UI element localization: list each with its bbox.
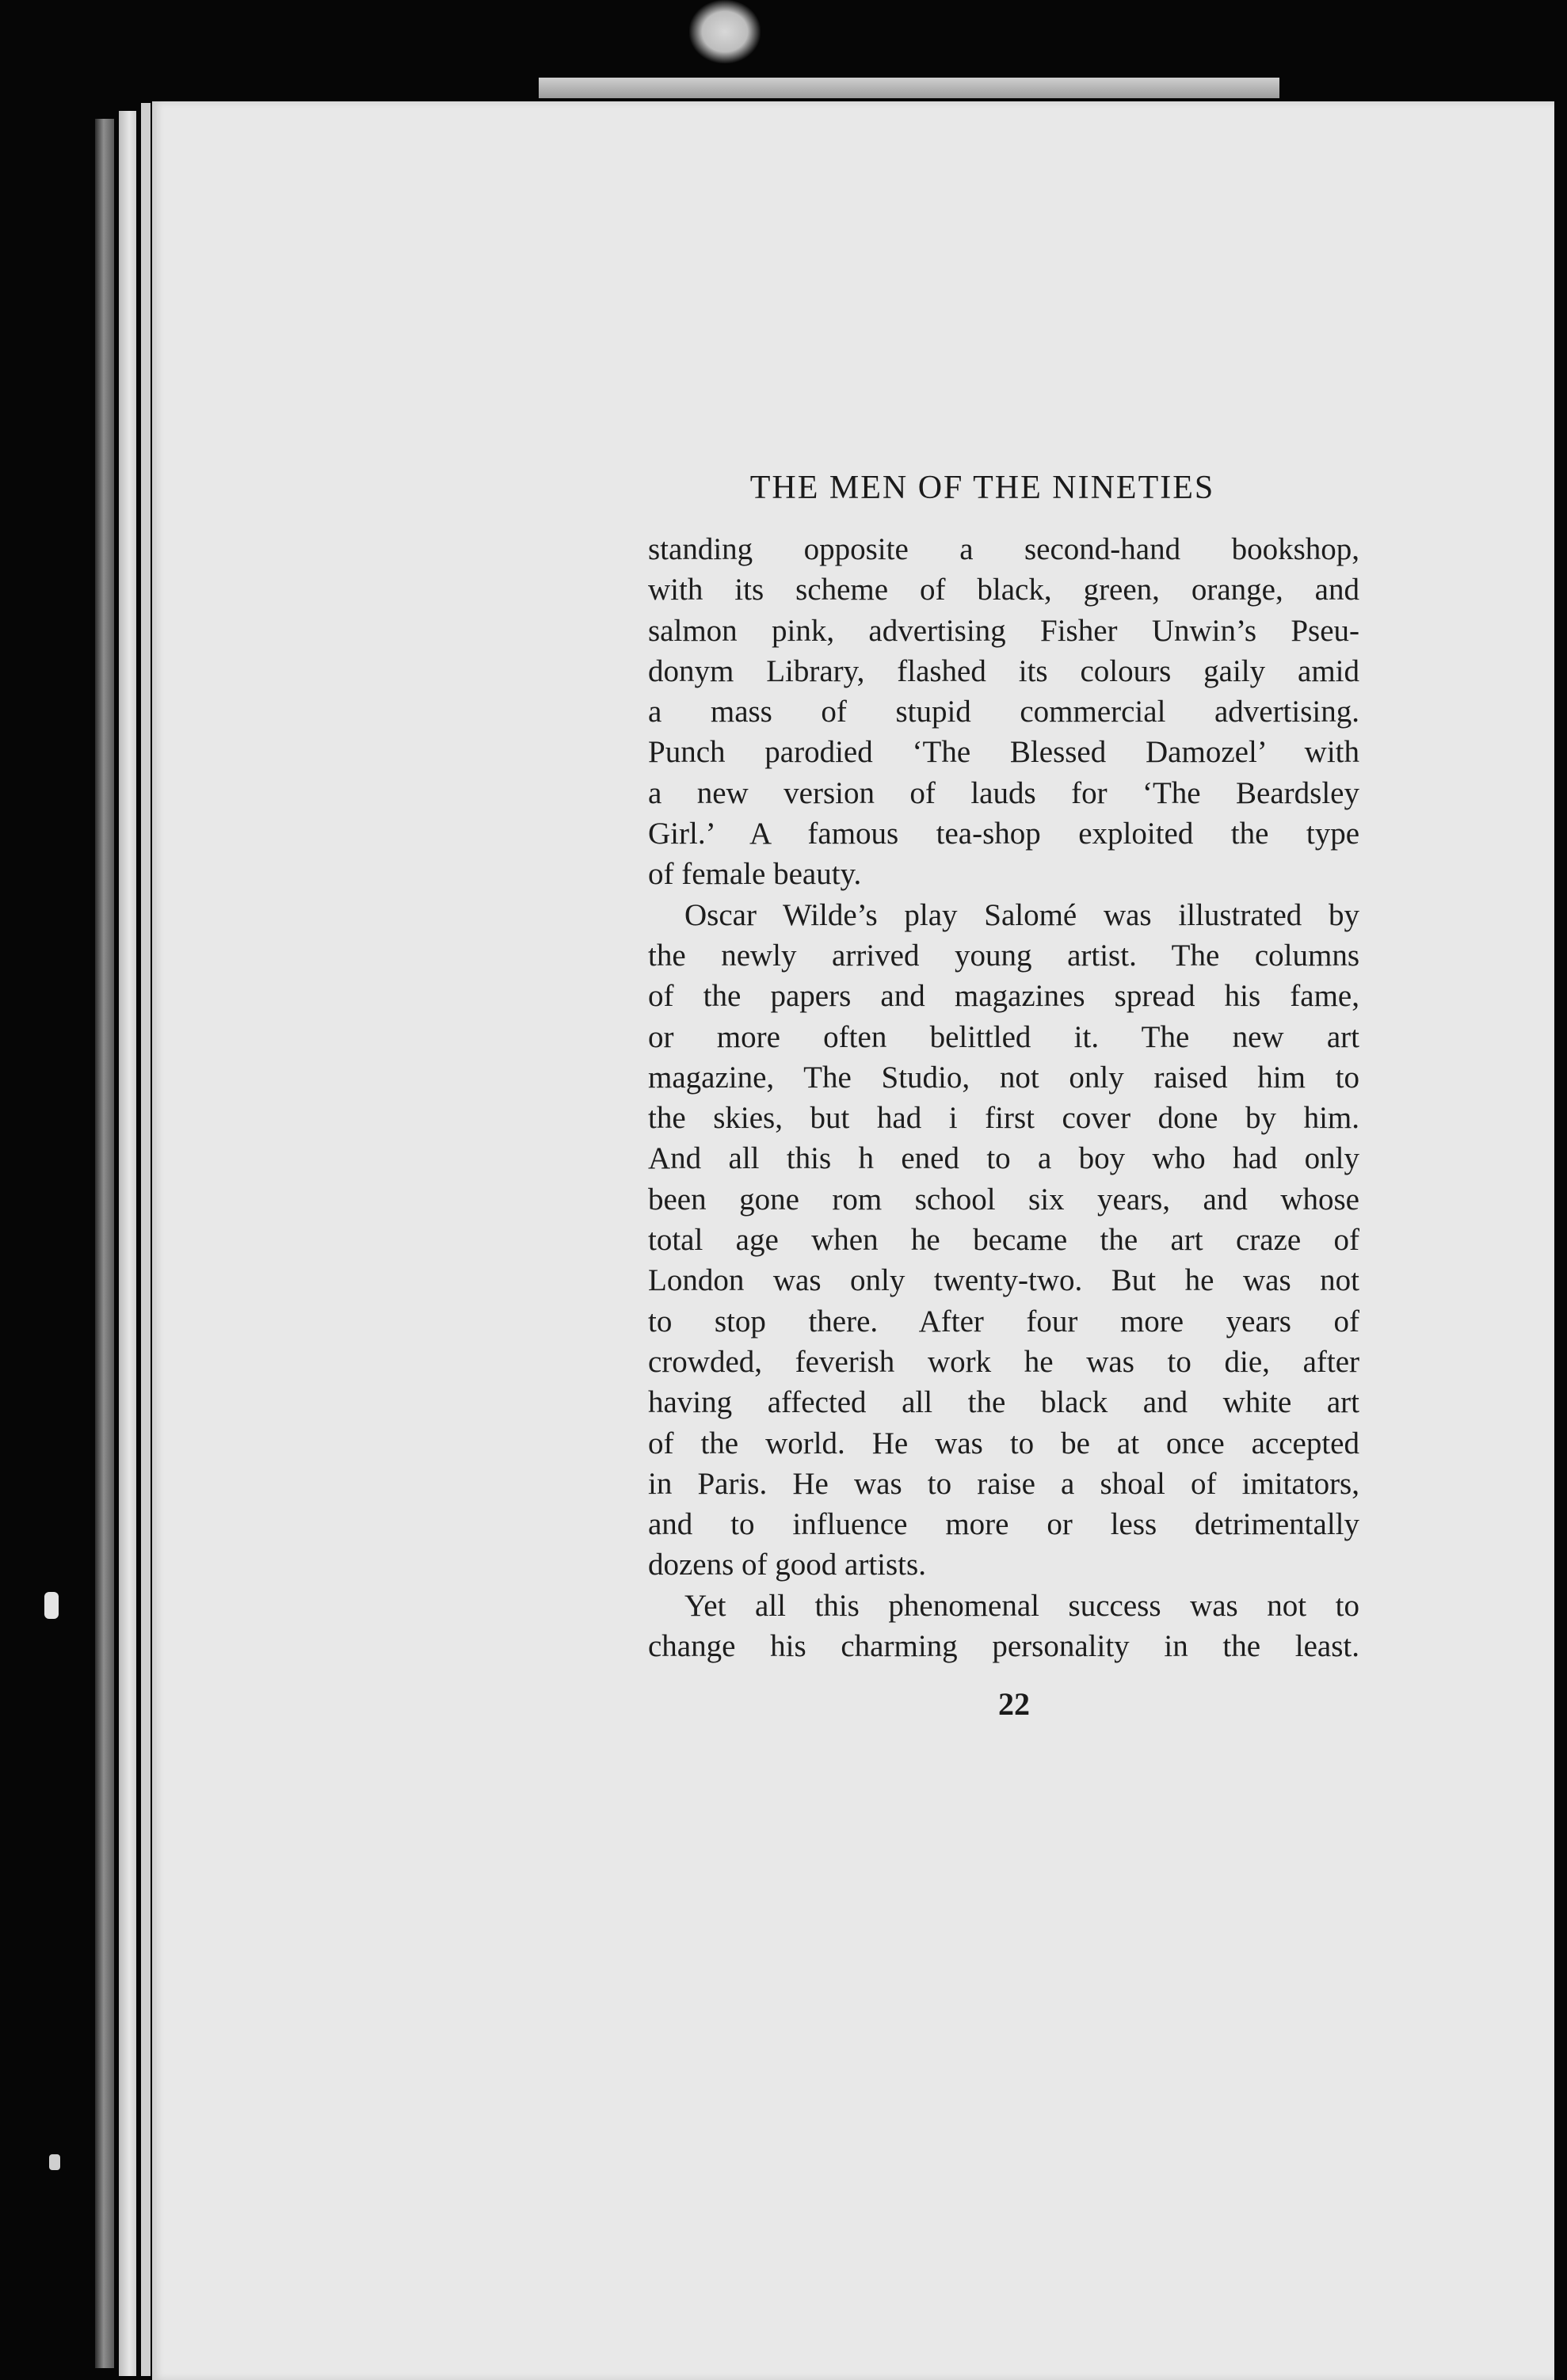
text-line: dozens of good artists. (648, 1548, 926, 1582)
paragraph-1 (648, 529, 1359, 895)
running-head: THE MEN OF THE NINETIES (749, 470, 1215, 506)
scan-artifact-top (689, 0, 761, 63)
text-line: London was only twenty-two. But he was not (648, 1263, 1359, 1298)
text-line: with its scheme of black, green, orange, and (648, 573, 1359, 607)
text-line: the skies, but had i first cover done by him. (648, 1101, 1359, 1136)
scan-speck (49, 2154, 60, 2170)
text-line: donym Library, flashed its colours gaily amid (648, 653, 1359, 688)
page-number: 22 (998, 1686, 1030, 1722)
text-line: change his charming personality in the least. (648, 1629, 1359, 1664)
text-line: Girl.’ A famous tea-shop exploited the type (648, 817, 1359, 851)
text-line: And all this h ened to a boy who had only (648, 1141, 1359, 1176)
text-line: total age when he became the art craze of (648, 1223, 1359, 1258)
paragraph-3 (648, 1586, 1359, 1667)
page-top-edge (539, 78, 1279, 98)
text-line: Oscar Wilde’s play Salomé was illustrated by (684, 897, 1359, 932)
paragraph-2 (648, 895, 1359, 1586)
text-line: of the world. He was to be at once accepted (648, 1426, 1359, 1460)
page-left-edge-inner (141, 103, 151, 2376)
text-line: of female beauty. (648, 857, 862, 892)
text-line: and to influence more or less detrimentally (648, 1507, 1359, 1542)
page-left-edge (119, 111, 136, 2376)
text-line: in Paris. He was to raise a shoal of imitators, (648, 1466, 1359, 1501)
text-line: a new version of lauds for ‘The Beardsley (648, 775, 1359, 810)
text-line: a mass of stupid commercial advertising. (648, 695, 1359, 729)
text-line: standing opposite a second-hand bookshop, (648, 532, 1359, 566)
text-line: magazine, The Studio, not only raised him to (648, 1060, 1359, 1095)
text-line: crowded, feverish work he was to die, after (648, 1344, 1359, 1379)
text-line: or more often belittled it. The new art (648, 1019, 1359, 1054)
text-line: to stop there. After four more years of (648, 1304, 1359, 1339)
scan-speck (44, 1592, 59, 1619)
text-line: Punch parodied ‘The Blessed Damozel’ with (648, 735, 1359, 770)
text-line: Yet all this phenomenal success was not to (684, 1588, 1359, 1623)
text-line: been gone rom school six years, and whose (648, 1182, 1359, 1217)
page-left-edge-shadow (95, 119, 114, 2368)
text-line: having affected all the black and white art (648, 1385, 1359, 1420)
text-line: of the papers and magazines spread his fame, (648, 979, 1359, 1014)
body-text (648, 529, 1359, 1666)
text-line: salmon pink, advertising Fisher Unwin’s Pseu- (648, 613, 1359, 648)
text-line: the newly arrived young artist. The columns (648, 938, 1359, 973)
